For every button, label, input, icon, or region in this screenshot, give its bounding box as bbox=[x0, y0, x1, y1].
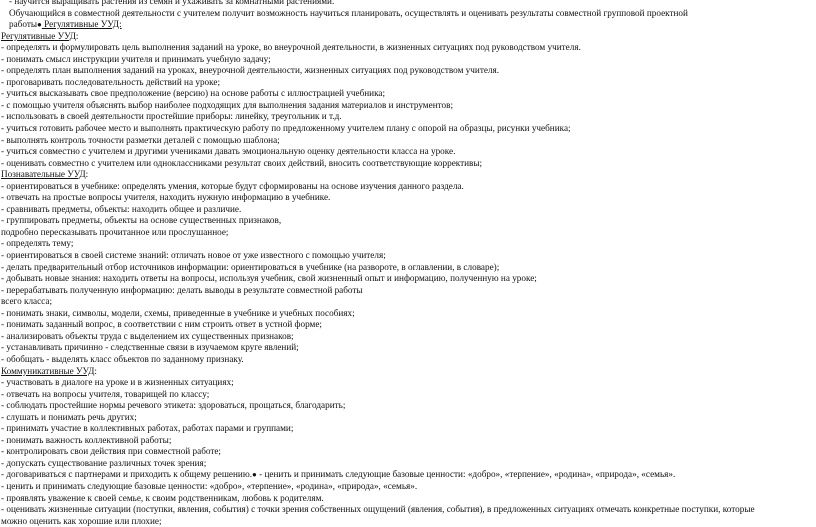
list-item: - понимать важность коллективной работы; bbox=[1, 434, 172, 445]
list-item: - понимать знаки, символы, модели, схемы, приведенные в учебнике и учебных пособиях; bbox=[1, 307, 355, 318]
list-item: - допускать существование различных точек зрения; bbox=[1, 457, 207, 468]
list-item-mixed bbox=[1, 469, 815, 481]
list-item: - ориентироваться в учебнике: определять умения, которые будут сформированы на основе изучения данного раздела. bbox=[1, 180, 464, 191]
list-item: - отвечать на вопросы учителя, товарищей по классу; bbox=[1, 388, 210, 399]
section-heading-regulatory bbox=[1, 31, 815, 43]
list-item-text: - ценить и принимать следующие базовые ценности: «добро», «терпение», «родина», «природа», «семья». bbox=[256, 469, 676, 480]
heading-colon: : bbox=[94, 365, 97, 376]
section-heading-cognitive bbox=[1, 169, 815, 181]
heading-colon: : bbox=[75, 30, 79, 41]
list-item: - учиться совместно с учителем и другими учениками давать эмоциональную оценку деятельности класса на уроке. bbox=[1, 146, 456, 157]
intro-paragraph-text: работы bbox=[9, 19, 38, 30]
intro-line: - научится выращивать растения из семян и ухаживать за комнатными растениями. bbox=[9, 0, 335, 6]
list-item: - учиться готовить рабочее место и выполнять практическую работу по предложенному учителем плану с опорой на образцы, рисунки учебника; bbox=[1, 123, 571, 134]
list-item: - контролировать свои действия при совместной работе; bbox=[1, 446, 221, 457]
list-item: - устанавливать причинно - следственные связи в изучаемом круге явлений; bbox=[1, 342, 299, 353]
list-item: - добывать новые знания: находить ответы на вопросы, используя учебник, свой жизненный опыт и информацию, полученную на уроке; bbox=[1, 273, 537, 284]
list-item: - соблюдать простейшие нормы речевого этикета: здороваться, прощаться, благодарить; bbox=[1, 400, 346, 411]
list-item: - понимать смысл инструкции учителя и принимать учебную задачу; bbox=[1, 53, 271, 64]
list-item: - перерабатывать полученную информацию: делать выводы в результате совместной работы bbox=[1, 284, 363, 295]
list-item: - ценить и принимать следующие базовые ценности: «добро», «терпение», «родина», «природа», «семья». bbox=[1, 480, 418, 491]
list-item: - определять и формулировать цель выполнения заданий на уроке, во внеурочной деятельности, в жизненных ситуациях под руководством учителя. bbox=[1, 42, 581, 53]
list-item: - учиться высказывать свое предположение (версию) на основе работы с иллюстрацией учебника; bbox=[1, 88, 386, 99]
list-item: всего класса; bbox=[1, 296, 53, 307]
list-item: подробно пересказывать прочитанное или прослушанное; bbox=[1, 226, 229, 237]
list-item: - группировать предметы, объекты на основе существенных признаков, bbox=[1, 215, 282, 226]
list-item: можно оценить как хорошие или плохие; bbox=[1, 515, 162, 526]
list-item: - с помощью учителя объяснять выбор наиболее подходящих для выполнения задания материалов и инструментов; bbox=[1, 99, 453, 110]
list-item-text: - договариваться с партнерами и приходить к общему решению. bbox=[1, 469, 252, 480]
list-item: - обобщать - выделять класс объектов по заданному признаку. bbox=[1, 353, 244, 364]
list-item: - использовать в своей деятельности простейшие приборы: линейку, треугольник и т.д. bbox=[1, 111, 342, 122]
bullet-icon: ● bbox=[37, 20, 42, 30]
list-item: - проявлять уважение к своей семье, к своим родственникам, любовь к родителям. bbox=[1, 492, 324, 503]
bullet-icon: ● bbox=[252, 470, 257, 480]
list-item: - понимать заданный вопрос, в соответствии с ним строить ответ в устной форме; bbox=[1, 319, 322, 330]
list-item: - ориентироваться в своей системе знаний: отличать новое от уже известного с помощью учителя; bbox=[1, 250, 386, 261]
inline-heading-regulatory: Регулятивные УУД: bbox=[41, 19, 122, 30]
list-item: - оценивать жизненные ситуации (поступки, явления, события) с точки зрения собственных ощущений (явления, события), в предложенных ситуациях отмечать конкретные поступки, которые bbox=[1, 504, 755, 515]
heading-text: Познавательные УУД bbox=[1, 169, 86, 180]
list-item: - делать предварительный отбор источников информации: ориентироваться в учебнике (на развороте, в оглавлении, в словаре); bbox=[1, 261, 500, 272]
list-item: - выполнять контроль точности разметки деталей с помощью шаблона; bbox=[1, 134, 280, 145]
list-item: - анализировать объекты труда с выделением их существенных признаков; bbox=[1, 330, 294, 341]
list-item: - сравнивать предметы, объекты: находить общее и различие. bbox=[1, 203, 242, 214]
heading-text: Регулятивные УУД bbox=[1, 30, 76, 41]
list-item: - оценивать совместно с учителем или одноклассниками результат своих действий, вносить соответствующие коррективы; bbox=[1, 157, 483, 168]
heading-colon: : bbox=[85, 169, 89, 180]
list-item: - определять план выполнения заданий на уроках, внеурочной деятельности, жизненных ситуациях под руководством учителя. bbox=[1, 65, 500, 76]
section-heading-communicative bbox=[1, 366, 815, 378]
list-item: - участвовать в диалоге на уроке и в жизненных ситуациях; bbox=[1, 377, 234, 388]
list-item: - отвечать на простые вопросы учителя, находить нужную информацию в учебнике. bbox=[1, 192, 331, 203]
list-item: - слушать и понимать речь других; bbox=[1, 411, 137, 422]
document-page bbox=[1, 0, 815, 527]
list-item: - определять тему; bbox=[1, 238, 74, 249]
list-item: - проговаривать последовательность действий на уроке; bbox=[1, 76, 220, 87]
list-item: - принимать участие в коллективных работах, работах парами и группами; bbox=[1, 423, 294, 434]
intro-paragraph-line-2 bbox=[1, 19, 815, 31]
intro-paragraph-line-1: Обучающийся в совместной деятельности с учителем получит возможность научиться планировать, осуществлять и оценивать результаты совместной групповой проектной bbox=[9, 7, 688, 18]
heading-text: Коммуникативные УУД bbox=[1, 365, 95, 376]
